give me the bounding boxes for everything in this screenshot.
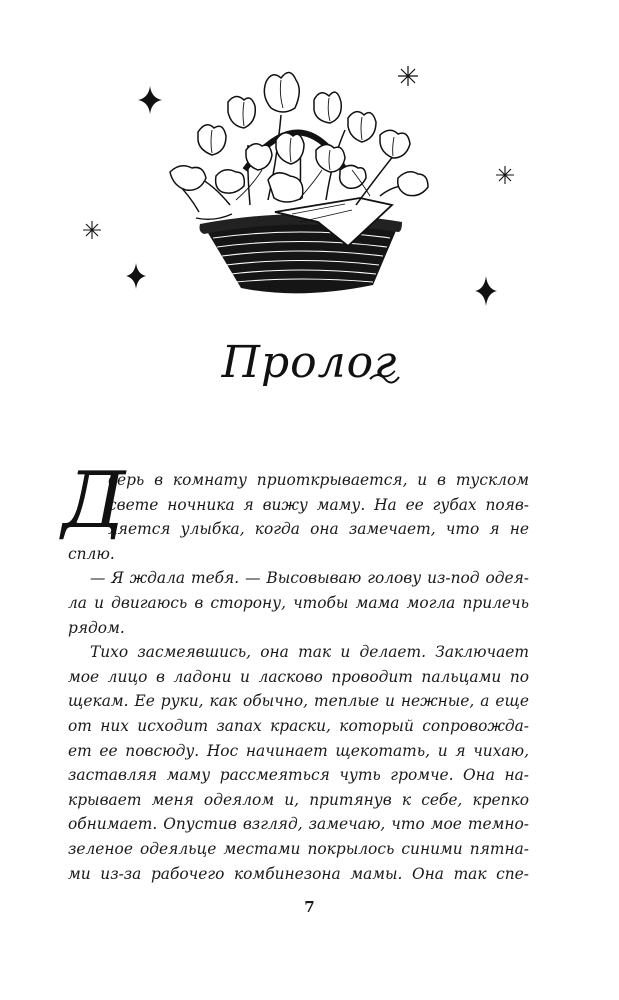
text-line: заставляя маму рассмеяться чуть громче. Она на- xyxy=(68,766,529,785)
sparkle-icon xyxy=(83,221,101,239)
text-line: свете ночника я вижу маму. На ее губах появ- xyxy=(108,495,529,514)
sparkle-icon xyxy=(138,86,162,114)
text-line: обнимает. Опустив взгляд, замечаю, что мое темно- xyxy=(68,815,529,834)
text-line: ми из-за рабочего комбинезона мамы. Она так спе- xyxy=(68,864,529,883)
tulip-flowers-icon xyxy=(170,72,428,205)
text-line: крывает меня одеялом и, притянув к себе, крепко xyxy=(68,790,529,809)
tulip-basket-illustration xyxy=(0,0,619,330)
sparkle-icon xyxy=(126,263,146,289)
text-line: — Я ждала тебя. — Высовываю голову из-под одея- xyxy=(90,569,529,588)
drop-cap: Д xyxy=(62,456,126,546)
text-line: щекам. Ее руки, как обычно, теплые и нежные, а еще xyxy=(68,692,529,711)
sparkle-icon xyxy=(398,66,418,86)
text-line: ет ее повсюду. Нос начинает щекотать, и я чихаю, xyxy=(68,741,529,760)
text-line: зеленое одеяльце местами покрылось синими пятна- xyxy=(68,839,529,858)
text-line: рядом. xyxy=(68,618,125,637)
title-flourish-icon xyxy=(0,335,619,405)
chapter-title-text: Пролог xyxy=(221,337,398,388)
chapter-title xyxy=(0,335,619,405)
sparkle-icon xyxy=(496,166,514,184)
text-line: от них исходит запах краски, который сопровожда- xyxy=(68,716,529,735)
sparkle-icon xyxy=(475,276,497,306)
page-number: 7 xyxy=(304,898,315,916)
text-line: ляется улыбка, когда она замечает, что я не xyxy=(108,520,529,539)
text-line: Тихо засмеявшись, она так и делает. Заключает xyxy=(90,643,529,662)
body-text xyxy=(62,456,529,886)
text-line: верь в комнату приоткрывается, и в тусклом xyxy=(108,471,529,489)
text-line: мое лицо в ладони и ласково проводит пальцами по xyxy=(68,667,529,686)
text-line: сплю. xyxy=(68,544,115,563)
text-line: ла и двигаюсь в сторону, чтобы мама могла прилечь xyxy=(68,593,529,612)
